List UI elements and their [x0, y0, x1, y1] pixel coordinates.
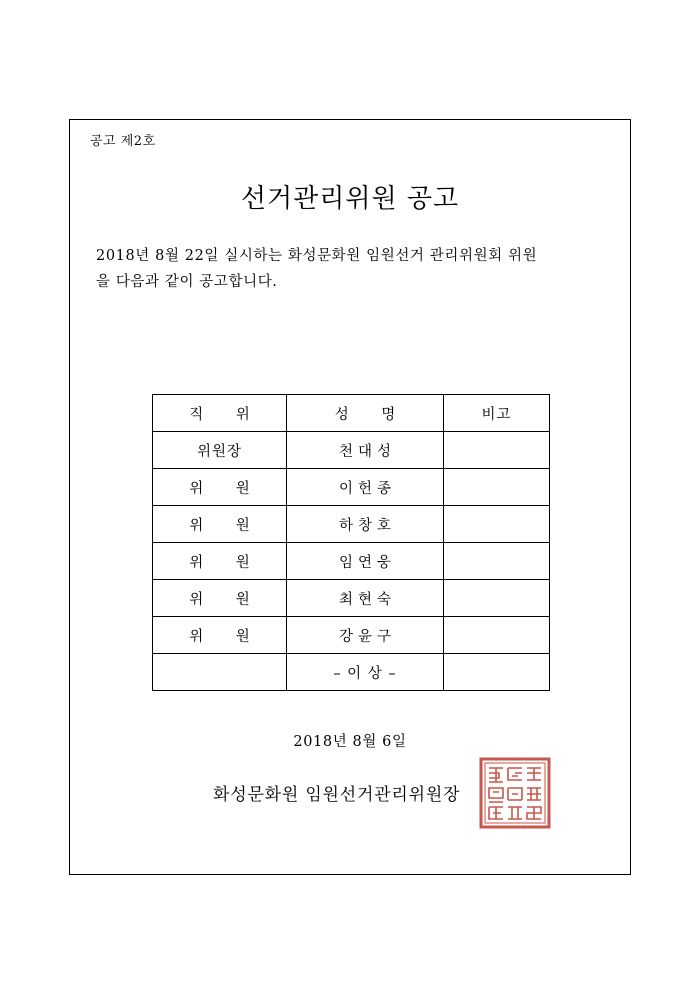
- cell-note: [444, 469, 550, 506]
- cell-name: 하창호: [287, 506, 444, 543]
- cell-note: [444, 432, 550, 469]
- table-row: [153, 432, 550, 469]
- cell-position: 위 원: [153, 580, 287, 617]
- cell-note: [444, 543, 550, 580]
- cell-name: 강윤구: [287, 617, 444, 654]
- table-row: [153, 469, 550, 506]
- official-seal-icon: [479, 757, 551, 829]
- notice-body-line-2: 을 다음과 같이 공고합니다.: [96, 274, 278, 290]
- header-note: 비고: [444, 395, 550, 432]
- signer-title: 화성문화원 임원선거관리위원장: [213, 785, 461, 805]
- cell-note: [444, 580, 550, 617]
- end-mark: – 이 상 –: [287, 654, 444, 691]
- header-position: 직 위: [153, 395, 287, 432]
- cell-position: 위 원: [153, 617, 287, 654]
- cell-name: 천대성: [287, 432, 444, 469]
- header-name: 성 명: [287, 395, 444, 432]
- cell-empty: [444, 654, 550, 691]
- cell-name: 최현숙: [287, 580, 444, 617]
- cell-empty: [153, 654, 287, 691]
- cell-position: 위 원: [153, 506, 287, 543]
- cell-position: 위원장: [153, 432, 287, 469]
- notice-body-line-1: 2018년 8월 22일 실시하는 화성문화원 임원선거 관리위원회 위원: [96, 248, 538, 264]
- notice-number: 공고 제2호: [90, 134, 156, 149]
- table-end-row: [153, 654, 550, 691]
- page-title: 선거관리위원 공고: [240, 184, 460, 214]
- table-row: [153, 506, 550, 543]
- cell-note: [444, 617, 550, 654]
- table-row: [153, 617, 550, 654]
- cell-note: [444, 506, 550, 543]
- table-header-row: [153, 395, 550, 432]
- issue-date: 2018년 8월 6일: [293, 734, 407, 750]
- table-row: [153, 580, 550, 617]
- cell-position: 위 원: [153, 543, 287, 580]
- cell-name: 이헌종: [287, 469, 444, 506]
- cell-position: 위 원: [153, 469, 287, 506]
- committee-members-table: [152, 394, 550, 691]
- notice-body: [96, 243, 611, 295]
- table-row: [153, 543, 550, 580]
- cell-name: 임연웅: [287, 543, 444, 580]
